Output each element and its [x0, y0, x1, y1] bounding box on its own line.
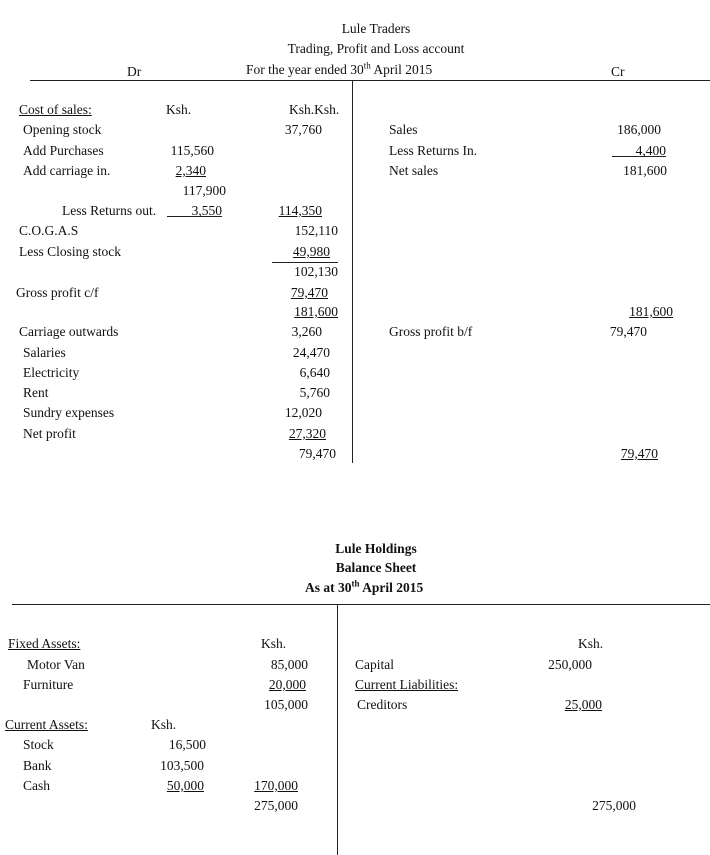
assets-grand-total: 275,000 [254, 798, 298, 813]
rent-value: 5,760 [299, 385, 330, 400]
add-purchases-value: 115,560 [170, 143, 214, 158]
balance-company-name: Lule Holdings [335, 541, 417, 556]
cash-value: 50,000 [166, 778, 204, 793]
credit-label: Cr [611, 64, 625, 79]
less-returns-in-value: 4,400 [635, 143, 666, 158]
pl-total-left: 79,470 [298, 446, 336, 461]
net-sales-value: 181,600 [623, 163, 667, 178]
sundry-expenses-value: 12,020 [284, 405, 322, 420]
liabilities-ksh-header: Ksh. [578, 636, 604, 651]
cogas-label: C.O.G.A.S [19, 223, 79, 238]
ksh-column-header: Ksh. [166, 102, 192, 117]
company-name: Lule Traders [341, 21, 411, 36]
opening-stock-value: 37,760 [284, 122, 322, 137]
less-returns-in-label: Less Returns In. [389, 143, 478, 158]
current-assets-total: 170,000 [254, 778, 298, 793]
fixed-assets-heading: Fixed Assets: [8, 636, 81, 651]
less-returns-out-value: 3,550 [191, 203, 222, 218]
creditors-value: 25,000 [564, 697, 602, 712]
bank-label: Bank [23, 758, 52, 773]
sales-value: 186,000 [617, 122, 661, 137]
net-sales-label: Net sales [389, 163, 439, 178]
cost-of-sales-heading: Cost of sales: [19, 102, 92, 117]
stock-value: 16,500 [168, 737, 206, 752]
creditors-label: Creditors [357, 697, 408, 712]
current-assets-heading: Current Assets: [5, 717, 88, 732]
balance-sheet-title: Balance Sheet [335, 560, 417, 575]
t-account-center-rule [352, 81, 353, 463]
current-ksh-header: Ksh. [151, 717, 177, 732]
pl-total-right: 79,470 [620, 446, 658, 461]
less-returns-out-label: Less Returns out. [62, 203, 157, 218]
balance-sheet-date: As at 30th April 2015 [305, 578, 424, 595]
kshksh-column-header: Ksh.Ksh. [289, 102, 340, 117]
t-account-top-rule [30, 80, 710, 81]
account-title: Trading, Profit and Loss account [287, 41, 465, 56]
electricity-label: Electricity [23, 365, 80, 380]
electricity-value: 6,640 [299, 365, 330, 380]
fixed-assets-total: 105,000 [264, 697, 308, 712]
less-closing-stock-value: 49,980 [292, 244, 330, 259]
cash-label: Cash [23, 778, 50, 793]
fixed-ksh-header: Ksh. [261, 636, 287, 651]
balance-sheet-top-rule [12, 604, 710, 605]
less-closing-stock-label: Less Closing stock [19, 244, 122, 259]
trading-total-left: 181,600 [294, 304, 338, 319]
sales-label: Sales [389, 122, 418, 137]
gross-profit-bf-value: 79,470 [609, 324, 647, 339]
motor-van-label: Motor Van [27, 657, 85, 672]
rent-label: Rent [23, 385, 49, 400]
cogas-value: 152,110 [294, 223, 338, 238]
furniture-value: 20,000 [268, 677, 306, 692]
capital-label: Capital [355, 657, 394, 672]
opening-stock-label: Opening stock [23, 122, 102, 137]
salaries-label: Salaries [23, 345, 66, 360]
gross-profit-cf-value: 79,470 [290, 285, 328, 300]
current-liabilities-heading: Current Liabilities: [355, 677, 459, 692]
net-profit-label: Net profit [23, 426, 76, 441]
account-period: For the year ended 30th April 2015 [246, 60, 433, 77]
stock-label: Stock [23, 737, 54, 752]
add-carriage-in-value: 2,340 [175, 163, 206, 178]
sundry-expenses-label: Sundry expenses [23, 405, 115, 420]
bank-value: 103,500 [160, 758, 204, 773]
purchases-subtotal: 117,900 [182, 183, 226, 198]
motor-van-value: 85,000 [270, 657, 308, 672]
liabilities-grand-total: 275,000 [592, 798, 636, 813]
cost-of-sales-value: 102,130 [294, 264, 338, 279]
furniture-label: Furniture [23, 677, 74, 692]
balance-sheet-center-rule [337, 605, 338, 855]
trading-total-right: 181,600 [629, 304, 673, 319]
gross-profit-bf-label: Gross profit b/f [389, 324, 473, 339]
cost-of-sales-rule [272, 262, 338, 263]
net-purchases-value: 114,350 [278, 203, 322, 218]
carriage-outwards-value: 3,260 [291, 324, 322, 339]
add-carriage-in-label: Add carriage in. [23, 163, 111, 178]
gross-profit-cf-label: Gross profit c/f [16, 285, 99, 300]
net-profit-value: 27,320 [288, 426, 326, 441]
capital-value: 250,000 [548, 657, 592, 672]
add-purchases-label: Add Purchases [23, 143, 104, 158]
salaries-value: 24,470 [292, 345, 330, 360]
carriage-outwards-label: Carriage outwards [19, 324, 119, 339]
debit-label: Dr [127, 64, 142, 79]
